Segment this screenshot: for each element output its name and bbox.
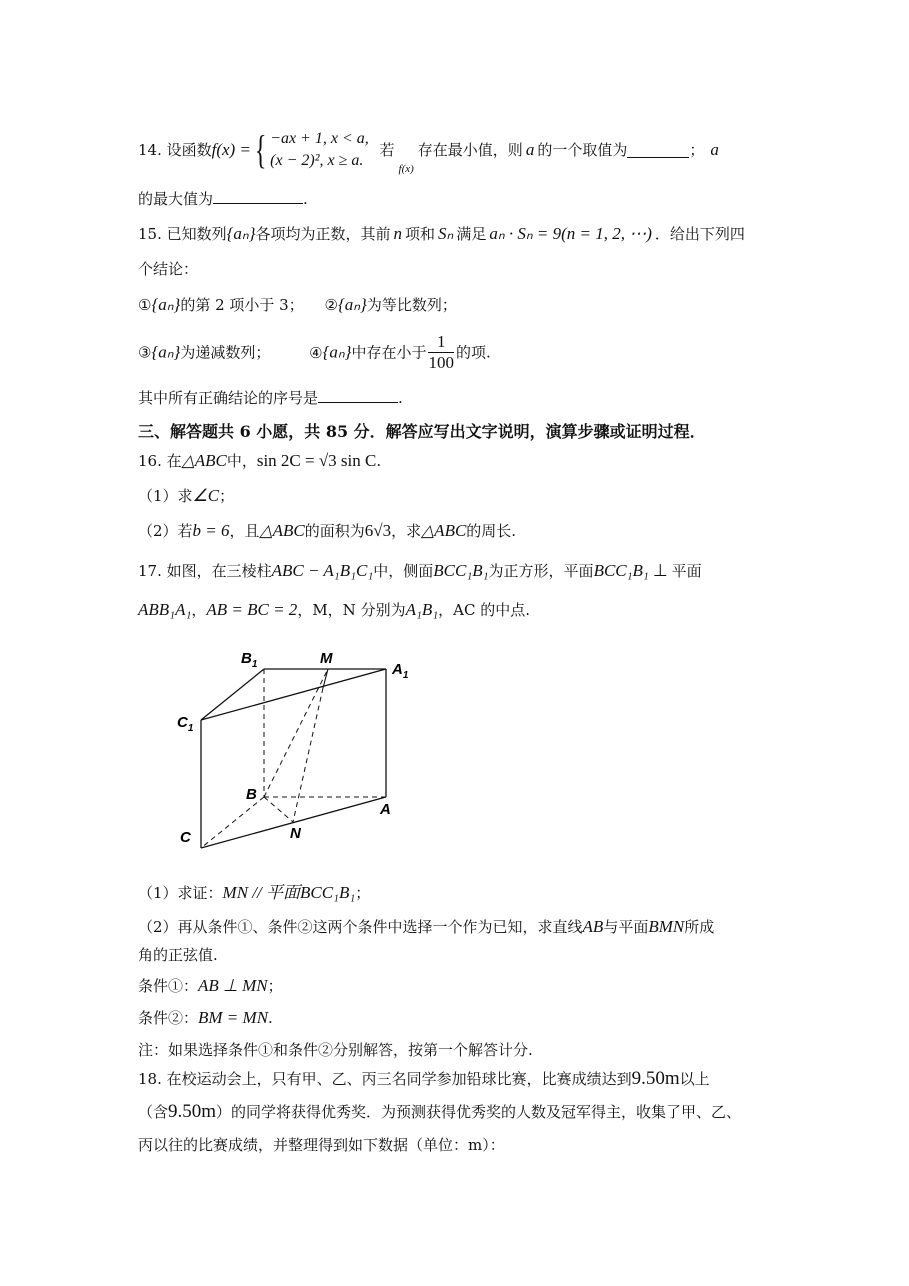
q17-p1-b: ； xyxy=(355,884,371,902)
q17-l2-c: ，AC 的中点. xyxy=(438,601,531,619)
q17-p2-b: 与平面 xyxy=(603,918,649,936)
q16-tri: △ABC xyxy=(181,451,227,470)
label-M: M xyxy=(320,650,333,667)
q16-text-a: 16. 在 xyxy=(138,452,182,470)
q15-n: n xyxy=(393,224,403,243)
q16-p2-d: 的面积为 xyxy=(304,522,365,540)
q15-last-text: 其中所有正确结论的序号是 xyxy=(138,389,319,407)
q16-part2 xyxy=(138,521,516,541)
q17-line1 xyxy=(138,561,702,581)
q15-seq: {aₙ} xyxy=(226,224,256,243)
q14-blank1[interactable] xyxy=(627,143,689,158)
q17-part2-line2 xyxy=(138,945,218,965)
q15-c2-seq: {aₙ} xyxy=(337,295,367,314)
q17-part2-line1 xyxy=(138,917,714,937)
q15-c3-mark: ③ xyxy=(138,343,152,362)
q15-c4-end: 的项. xyxy=(455,343,491,362)
q15-text-b: 各项均为正数，其前 xyxy=(255,225,391,243)
q14-semi: ； xyxy=(689,141,705,159)
q14-text-a: 存在最小值，则 xyxy=(417,141,523,159)
q17-note-text: 注：如果选择条件①和条件②分别解答，按第一个解答计分. xyxy=(138,1041,533,1059)
q17-l2-seg: A₁B₁ xyxy=(405,600,439,619)
q17-p2-c: 所成 xyxy=(684,918,715,936)
q15-formula: aₙ · Sₙ = 9(n = 1, 2, ⋯) xyxy=(489,224,652,243)
q15-text-a: 15. 已知数列 xyxy=(138,225,227,243)
q17-note xyxy=(138,1040,533,1060)
q17-p1-mn: MN // 平面 xyxy=(222,883,300,902)
q17-cond1-eq: AB ⊥ MN xyxy=(198,976,268,995)
q17-text-a: 17. 如图，在三棱柱 xyxy=(138,562,272,580)
q15-last-end: . xyxy=(398,389,403,407)
label-B: B xyxy=(246,786,257,803)
q14-line2-text: 的最大值为 xyxy=(138,190,214,208)
q16-text-b: 中， xyxy=(226,452,257,470)
q15-c1-text: 的第 2 项小于 3； xyxy=(180,296,304,314)
q17-p2-ab: AB xyxy=(582,917,604,936)
q18-text-b: 以上 xyxy=(679,1070,710,1088)
q17-p2-a: （2）再从条件①、条件②这两个条件中选择一个作为已知，求直线 xyxy=(138,918,583,936)
q17-cond1-end: ； xyxy=(267,977,283,995)
segment-B-N xyxy=(264,797,293,822)
q14-brace: { xyxy=(254,127,267,172)
q17-p1-a: （1）求证： xyxy=(138,884,223,902)
q17-face3: ABB₁A₁ xyxy=(138,600,192,619)
q15-line2-text: 个结论： xyxy=(138,260,199,278)
q16-p2-tri: △ABC xyxy=(259,521,305,540)
q15-text-e: ．给出下列四 xyxy=(654,225,745,243)
q16-p2-b: b = 6 xyxy=(192,521,230,540)
q15-c1-mark: ① xyxy=(138,296,152,314)
q18-line2 xyxy=(138,1102,741,1122)
q17-p2-line2: 角的正弦值. xyxy=(138,946,218,964)
q17-cond2-eq: BM = MN xyxy=(198,1008,269,1027)
edge-B-C xyxy=(201,797,264,848)
q18-l3: 丙以往的比赛成绩，并整理得到如下数据（单位：m）： xyxy=(138,1136,505,1154)
q17-text-b: 中，侧面 xyxy=(373,562,434,580)
label-B1: $B_1$ xyxy=(241,650,258,670)
q18-l2-a: （含 xyxy=(138,1103,169,1121)
q15-fraction xyxy=(428,332,454,373)
prism-figure xyxy=(160,640,440,870)
q17-l2-a: ， xyxy=(191,601,207,619)
q16-p2-a: （2）若 xyxy=(138,522,193,540)
q17-l2-eq: AB = BC = 2 xyxy=(206,600,298,619)
q16-p2-e: ，求 xyxy=(391,522,422,540)
q15-line1 xyxy=(138,224,745,244)
q17-text-d: 平面 xyxy=(671,562,702,580)
q16-p1-angle: ∠C xyxy=(192,486,220,505)
q16-text-c: . xyxy=(376,452,382,470)
q17-p1-face: BCC₁B₁ xyxy=(300,883,356,902)
q16-eq: sin 2C = √3 sin C xyxy=(256,451,377,470)
q16-p1-a: （1）求 xyxy=(138,487,193,505)
q16-p1-b: ； xyxy=(219,487,235,505)
q15-conclusions-3-4 xyxy=(138,332,491,376)
q15-Sn: Sₙ xyxy=(438,224,454,243)
q14-case1: −ax + 1, x < a, xyxy=(270,130,369,147)
q17-text-c: 为正方形，平面 xyxy=(488,562,594,580)
section-3-text: 三、解答题共 6 小愿，共 85 分．解答应写出文字说明，演算步骤或证明过程． xyxy=(138,422,706,441)
q17-cond1-label: 条件①： xyxy=(138,977,199,995)
label-A: A xyxy=(380,801,391,818)
q14-text-b: 的一个取值为 xyxy=(537,141,628,159)
q14-a2: a xyxy=(710,140,719,159)
q16-part1 xyxy=(138,486,234,506)
q14-line2 xyxy=(138,189,308,209)
q16-p2-area: 6√3 xyxy=(364,521,392,540)
label-A1: $A_1$ xyxy=(392,661,409,681)
q16-line1 xyxy=(138,451,381,471)
q17-line2 xyxy=(138,600,530,620)
q17-face2: BCC₁B₁ xyxy=(593,561,649,580)
q15-frac-den: 100 xyxy=(428,353,454,372)
q14-a: a xyxy=(525,140,535,159)
q15-blank[interactable] xyxy=(318,388,398,403)
q14-number: 14. 设函数 xyxy=(138,141,212,159)
q17-prism: ABC − A₁B₁C₁ xyxy=(271,561,374,580)
q18-text-a: 18. 在校运动会上，只有甲、乙、丙三名同学参加铅球比赛，比赛成绩达到 xyxy=(138,1070,632,1088)
q15-c2-text: 为等比数列； xyxy=(366,296,457,314)
q17-condition1 xyxy=(138,976,283,996)
q16-p2-tri2: △ABC xyxy=(421,521,467,540)
q17-cond2-label: 条件②： xyxy=(138,1009,199,1027)
q15-line2 xyxy=(138,259,198,279)
q18-l2-b: ）的同学将获得优秀奖．为预测获得优秀奖的人数及冠军得主，收集了甲、乙、 xyxy=(216,1103,742,1121)
q17-p2-bmn: BMN xyxy=(648,917,685,936)
q14-fx-sub: f(x) xyxy=(398,163,414,175)
q17-face1: BCC₁B₁ xyxy=(433,561,489,580)
label-N: N xyxy=(290,825,301,842)
q14-line2-end: . xyxy=(303,190,308,208)
q17-l2-b: ，M，N 分别为 xyxy=(297,601,406,619)
q15-c2-mark: ② xyxy=(324,296,338,314)
q14-ruo: 若 xyxy=(379,141,395,159)
q15-c4-seq: {aₙ} xyxy=(322,342,352,362)
q14-blank2[interactable] xyxy=(213,189,303,204)
q14-piecewise xyxy=(270,128,369,172)
q14-case2: (x − 2)², x ≥ a. xyxy=(270,152,364,169)
edge-C1-A1 xyxy=(201,669,386,720)
q15-text-d: 满足 xyxy=(456,225,487,243)
q18-line3 xyxy=(138,1135,505,1155)
q15-last-line xyxy=(138,388,403,408)
q15-c3-seq: {aₙ} xyxy=(151,342,181,362)
q18-val2: 9.50m xyxy=(168,1101,217,1122)
q15-c4-mark: ④ xyxy=(309,343,323,362)
q17-part1 xyxy=(138,883,370,903)
q16-p2-f: 的周长. xyxy=(466,522,517,540)
q16-p2-c: ，且 xyxy=(229,522,260,540)
q14-fx: f(x) = xyxy=(211,140,251,159)
q17-perp: ⊥ xyxy=(652,561,668,580)
q18-line1 xyxy=(138,1069,710,1089)
label-C1: $C_1$ xyxy=(177,714,194,734)
q18-val1: 9.50m xyxy=(631,1068,680,1089)
edge-C1-B1 xyxy=(201,669,264,720)
q15-c3-text: 为递减数列； xyxy=(180,343,271,362)
section-3-heading xyxy=(138,422,706,442)
q17-cond2-end: . xyxy=(268,1009,273,1027)
q15-c4-text: 中存在小于 xyxy=(351,343,427,362)
q15-conclusions-1-2 xyxy=(138,295,457,315)
q14-line1 xyxy=(138,127,719,175)
segment-B-M xyxy=(264,669,328,797)
label-C: C xyxy=(180,829,191,846)
q15-frac-num: 1 xyxy=(428,332,454,353)
q17-condition2 xyxy=(138,1008,273,1028)
q15-text-c: 项和 xyxy=(405,225,436,243)
q15-c1-seq: {aₙ} xyxy=(151,295,181,314)
